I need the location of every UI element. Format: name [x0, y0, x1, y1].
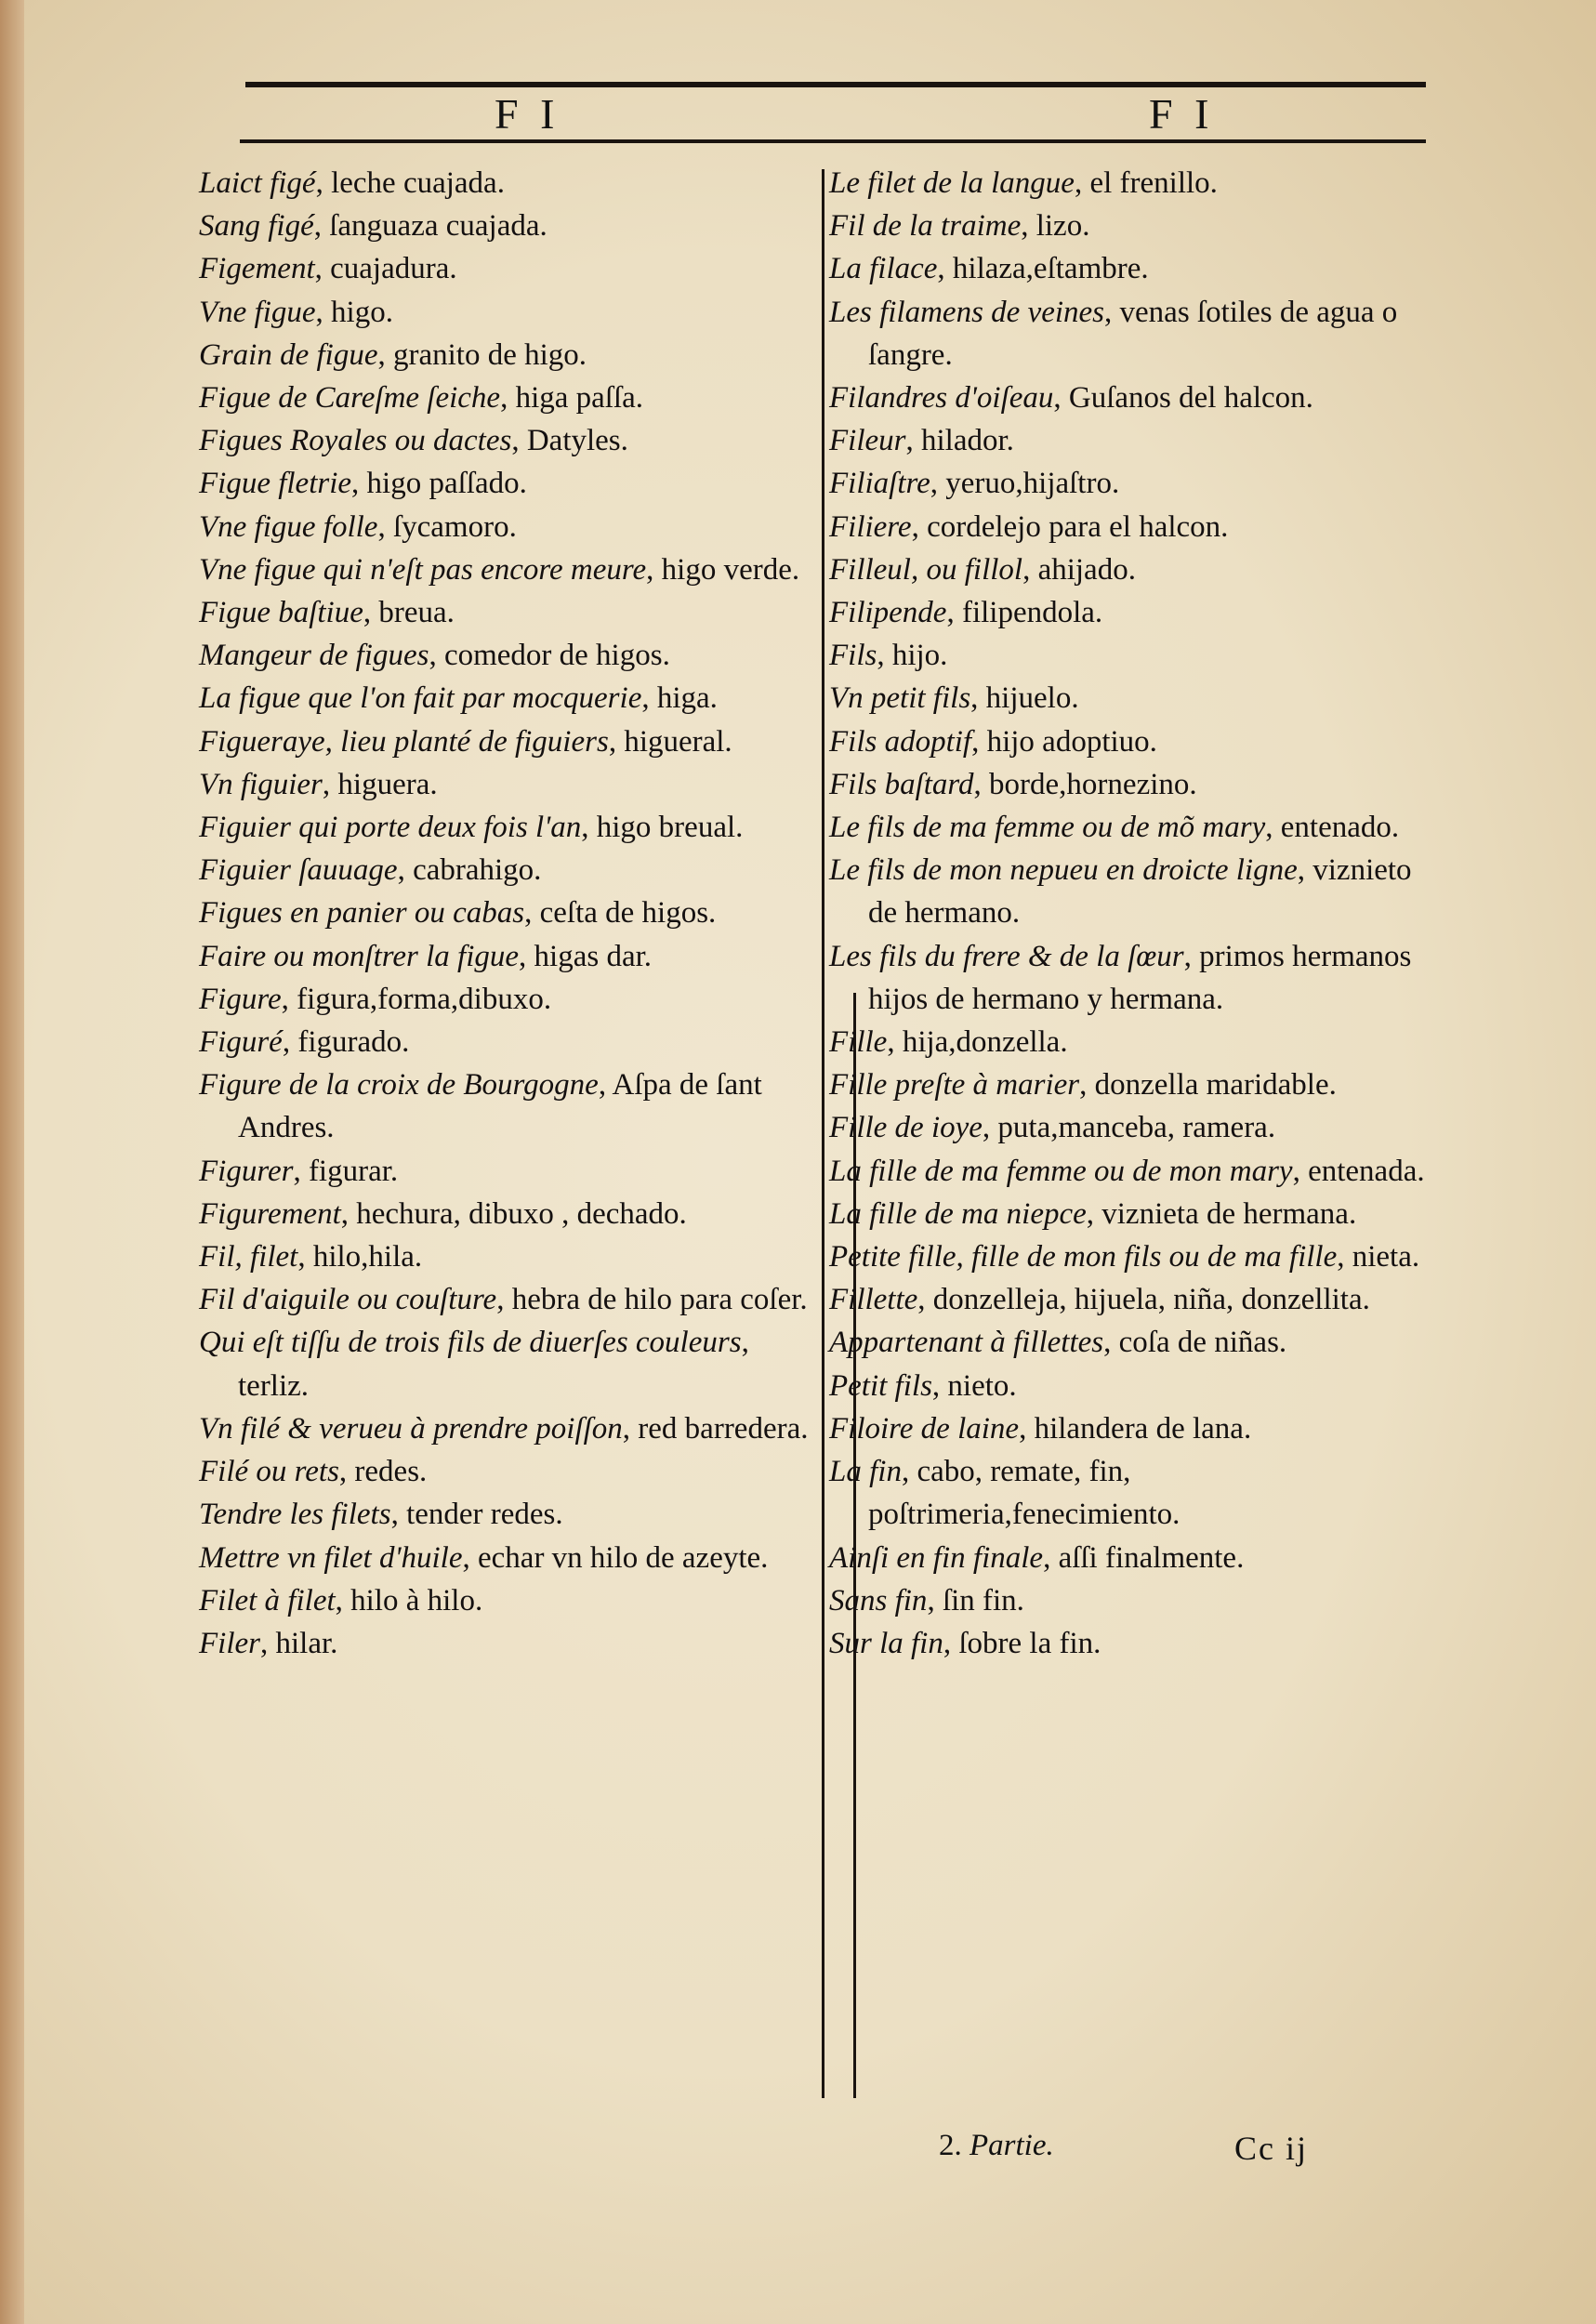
dictionary-entry: Filleul, ou fillol, ahijado.: [829, 552, 1136, 587]
french-term: Fils: [829, 639, 877, 673]
dictionary-entry: Figue de Careſme ſeiche, higa paſſa.: [199, 381, 644, 416]
french-term: Tendre les filets: [199, 1498, 391, 1532]
dictionary-entry: Le fils de mon nepueu en droicte ligne, viznieto de hermano.: [829, 853, 1412, 931]
dictionary-entry: Ainſi en fin finale, aſſi finalmente.: [829, 1540, 1245, 1575]
page-edge-shadow: [0, 0, 24, 2324]
french-term: Filandres d'oiſeau: [829, 381, 1054, 416]
dictionary-entry: Le filet de la langue, el frenillo.: [829, 166, 1218, 200]
french-term: Fil d'aiguile ou couſture: [199, 1283, 497, 1317]
spanish-translation: hebra de hilo para coſer.: [511, 1283, 808, 1317]
french-term: Sang figé: [199, 209, 314, 244]
folio-number: Cc ij: [1234, 2130, 1308, 2167]
spanish-translation: venas ſotiles de agua o ſangre.: [868, 295, 1398, 372]
dictionary-entry: Sur la fin, ſobre la fin.: [829, 1626, 1101, 1660]
french-term: Le fils de ma femme ou de mõ mary: [829, 811, 1266, 845]
spanish-translation: el frenillo.: [1089, 166, 1218, 200]
dictionary-entry: Appartenant à fillettes, coſa de niñas.: [829, 1326, 1287, 1360]
dictionary-entry: Les filamens de veines, venas ſotiles de agua o ſangre.: [829, 295, 1398, 372]
spanish-translation: hilo à hilo.: [350, 1583, 483, 1618]
french-term: Laict figé: [199, 166, 316, 200]
dictionary-entry: La fille de ma niepce, viznieta de hermana.: [829, 1196, 1357, 1231]
dictionary-entry: Figuier qui porte deux fois l'an, higo breual.: [199, 811, 744, 845]
spanish-translation: cabo, remate, fin, poſtrimeria,fenecimiento.: [868, 1455, 1181, 1532]
spanish-translation: higa.: [656, 681, 718, 716]
french-term: La fin: [829, 1455, 902, 1489]
dictionary-entry: Fil de la traime, lizo.: [829, 209, 1090, 244]
spanish-translation: terliz.: [238, 1368, 310, 1403]
french-term: Figue baſtiue: [199, 596, 363, 630]
dictionary-entry: Fil d'aiguile ou couſture, hebra de hilo para coſer.: [199, 1283, 808, 1317]
spanish-translation: Guſanos del halcon.: [1068, 381, 1313, 416]
french-term: Filoire de laine: [829, 1411, 1020, 1446]
spanish-translation: granito de higo.: [392, 337, 587, 372]
spanish-translation: higo verde.: [661, 552, 800, 587]
french-term: Figement: [199, 252, 315, 286]
spanish-translation: aſſi finalmente.: [1058, 1540, 1245, 1575]
dictionary-entry: Figurement, hechura, dibuxo , dechado.: [199, 1196, 687, 1231]
spanish-translation: hijo adoptiuo.: [986, 724, 1157, 759]
spanish-translation: figura,forma,dibuxo.: [297, 982, 552, 1016]
spanish-translation: viznieta de hermana.: [1101, 1196, 1357, 1231]
column-divider-left: [822, 169, 824, 2098]
dictionary-entry: Fil, filet, hilo,hila.: [199, 1240, 423, 1274]
dictionary-entry: La filace, hilaza,eſtambre.: [829, 252, 1149, 286]
dictionary-entry: Grain de figue, granito de higo.: [199, 337, 587, 372]
spanish-translation: coſa de niñas.: [1118, 1326, 1287, 1360]
french-term: Filipende: [829, 596, 947, 630]
dictionary-entry: Faire ou monſtrer la figue, higas dar.: [199, 939, 653, 973]
french-term: Vne figue qui n'eſt pas encore meure: [199, 552, 647, 587]
french-term: La fille de ma niepce: [829, 1196, 1087, 1231]
dictionary-entry: Fileur, hilador.: [829, 424, 1014, 458]
dictionary-entry: Les fils du frere & de la ſœur, primos hermanos hijos de hermano y hermana.: [829, 939, 1412, 1016]
french-term: Figue fletrie: [199, 467, 352, 501]
dictionary-entry: Mangeur de figues, comedor de higos.: [199, 639, 670, 673]
french-term: Mangeur de figues: [199, 639, 429, 673]
spanish-translation: Datyles.: [526, 424, 628, 458]
dictionary-entry: Sans fin, ſin fin.: [829, 1583, 1024, 1618]
running-head-left: F I: [495, 90, 561, 138]
header-rule: [240, 139, 1426, 143]
dictionary-entry: Fille preſte à marier, donzella maridable.: [829, 1068, 1337, 1103]
french-term: Les fils du frere & de la ſœur: [829, 939, 1184, 973]
dictionary-entry: Qui eſt tiſſu de trois fils de diuerſes couleurs, terliz.: [199, 1326, 749, 1403]
spanish-translation: ſin fin.: [942, 1583, 1024, 1618]
spanish-translation: cuajadura.: [330, 252, 457, 286]
spanish-translation: echar vn hilo de azeyte.: [478, 1540, 769, 1575]
spanish-translation: higueral.: [624, 724, 732, 759]
dictionary-entry: Figure, figura,forma,dibuxo.: [199, 982, 552, 1016]
dictionary-entry: La figue que l'on fait par mocquerie, higa.: [199, 681, 718, 716]
french-term: Filé ou rets: [199, 1455, 339, 1489]
dictionary-entry: Vne figue qui n'eſt pas encore meure, higo verde.: [199, 552, 800, 587]
spanish-translation: hijo.: [891, 639, 948, 673]
french-term: Figues en panier ou cabas: [199, 896, 525, 931]
dictionary-entry: Figuré, figurado.: [199, 1025, 410, 1060]
spanish-translation: redes.: [354, 1455, 428, 1489]
spanish-translation: cabrahigo.: [413, 853, 542, 888]
dictionary-entry: Filoire de laine, hilandera de lana.: [829, 1411, 1252, 1446]
dictionary-entry: Tendre les filets, tender redes.: [199, 1498, 563, 1532]
spanish-translation: filipendola.: [961, 596, 1103, 630]
spanish-translation: hilador.: [920, 424, 1014, 458]
spanish-translation: figurar.: [308, 1154, 399, 1188]
french-term: Vn petit fils: [829, 681, 971, 716]
french-term: Filleul, ou fillol: [829, 552, 1023, 587]
running-head-right: F I: [1149, 90, 1215, 138]
signature-word: Partie.: [969, 2129, 1054, 2162]
dictionary-entry: Figues Royales ou dactes, Datyles.: [199, 424, 628, 458]
french-term: Fils baſtard: [829, 767, 974, 801]
dictionary-entry: Filet à filet, hilo à hilo.: [199, 1583, 483, 1618]
spanish-translation: hilar.: [275, 1626, 338, 1660]
dictionary-entry: Filipende, filipendola.: [829, 596, 1103, 630]
french-term: Sans fin: [829, 1583, 928, 1618]
spanish-translation: donzelleja, hijuela, niña, donzellita.: [932, 1283, 1370, 1317]
spanish-translation: cordelejo para el halcon.: [927, 509, 1229, 544]
left-column: [199, 162, 809, 1665]
french-term: Vne figue folle: [199, 509, 378, 544]
french-term: Figueraye, lieu planté de figuiers: [199, 724, 609, 759]
dictionary-entry: Filiere, cordelejo para el halcon.: [829, 509, 1229, 544]
spanish-translation: puta,manceba, ramera.: [997, 1111, 1276, 1145]
french-term: Qui eſt tiſſu de trois fils de diuerſes couleurs: [199, 1326, 742, 1360]
spanish-translation: ſycamoro.: [392, 509, 517, 544]
top-rule: [245, 82, 1426, 87]
dictionary-entry: Petit fils, nieto.: [829, 1368, 1017, 1403]
dictionary-entry: Figuier ſauuage, cabrahigo.: [199, 853, 542, 888]
dictionary-entry: Filandres d'oiſeau, Guſanos del halcon.: [829, 381, 1313, 416]
dictionary-entry: Filiaſtre, yeruo,hijaſtro.: [829, 467, 1120, 501]
french-term: Les filamens de veines: [829, 295, 1105, 329]
french-term: Fil, filet: [199, 1240, 298, 1274]
french-term: Vn figuier: [199, 767, 323, 801]
french-term: Figue de Careſme ſeiche: [199, 381, 501, 416]
spanish-translation: hilandera de lana.: [1034, 1411, 1252, 1446]
dictionary-entry: Vne figue, higo.: [199, 295, 393, 329]
dictionary-entry: Filé ou rets, redes.: [199, 1455, 428, 1489]
dictionary-entry: Figure de la croix de Bourgogne, Aſpa de ſant Andres.: [199, 1068, 762, 1145]
french-term: Faire ou monſtrer la figue: [199, 939, 520, 973]
french-term: Fil de la traime: [829, 209, 1022, 244]
dictionary-entry: Vn figuier, higuera.: [199, 767, 438, 801]
dictionary-entry: Mettre vn filet d'huile, echar vn hilo de azeyte.: [199, 1540, 769, 1575]
spanish-translation: higuera.: [337, 767, 438, 801]
dictionary-entry: Fils adoptif, hijo adoptiuo.: [829, 724, 1157, 759]
spanish-translation: hechura, dibuxo , dechado.: [356, 1196, 687, 1231]
spanish-translation: higo.: [331, 295, 393, 329]
dictionary-entry: Vne figue folle, ſycamoro.: [199, 509, 517, 544]
spanish-translation: higo paſſado.: [366, 467, 527, 501]
dictionary-entry: Laict figé, leche cuajada.: [199, 166, 505, 200]
spanish-translation: higas dar.: [534, 939, 653, 973]
french-term: Figurement: [199, 1196, 341, 1231]
french-term: Fille preſte à marier: [829, 1068, 1080, 1103]
french-term: Fileur: [829, 424, 906, 458]
spanish-translation: Aſpa de ſant Andres.: [238, 1068, 762, 1145]
spanish-translation: nieta.: [1352, 1240, 1420, 1274]
dictionary-entry: Fille de ioye, puta,manceba, ramera.: [829, 1111, 1276, 1145]
french-term: Figuier ſauuage: [199, 853, 398, 888]
french-term: Sur la fin: [829, 1626, 943, 1660]
dictionary-entry: Fils baſtard, borde,hornezino.: [829, 767, 1197, 801]
french-term: Fils adoptif: [829, 724, 972, 759]
spanish-translation: hilaza,eſtambre.: [952, 252, 1149, 286]
french-term: Petite fille, fille de mon fils ou de ma fille: [829, 1240, 1338, 1274]
spanish-translation: leche cuajada.: [331, 166, 505, 200]
french-term: Figues Royales ou dactes: [199, 424, 512, 458]
french-term: Petit fils: [829, 1368, 932, 1403]
signature-number: 2.: [939, 2129, 962, 2162]
dictionary-entry: Vn filé & verueu à prendre poiſſon, red barredera.: [199, 1411, 809, 1446]
french-term: Mettre vn filet d'huile: [199, 1540, 463, 1575]
french-term: Le filet de la langue: [829, 166, 1075, 200]
dictionary-entry: La fin, cabo, remate, fin, poſtrimeria,fenecimiento.: [829, 1455, 1181, 1532]
french-term: Fille de ioye: [829, 1111, 983, 1145]
dictionary-entry: Figurer, figurar.: [199, 1154, 399, 1188]
french-term: Ainſi en fin finale: [829, 1540, 1044, 1575]
french-term: Filet à filet: [199, 1583, 336, 1618]
dictionary-entry: Petite fille, fille de mon fils ou de ma fille, nieta.: [829, 1240, 1420, 1274]
spanish-translation: breua.: [378, 596, 455, 630]
french-term: Figuier qui porte deux fois l'an: [199, 811, 582, 845]
french-term: Filer: [199, 1626, 260, 1660]
french-term: Vn filé & verueu à prendre poiſſon: [199, 1411, 623, 1446]
french-term: Figurer: [199, 1154, 294, 1188]
dictionary-entry: Fils, hijo.: [829, 639, 948, 673]
dictionary-entry: Filer, hilar.: [199, 1626, 338, 1660]
french-term: Filiaſtre: [829, 467, 930, 501]
french-term: Appartenant à fillettes: [829, 1326, 1104, 1360]
dictionary-entry: Le fils de ma femme ou de mõ mary, entenado.: [829, 811, 1400, 845]
french-term: Fille: [829, 1025, 888, 1060]
french-term: La fille de ma femme ou de mon mary: [829, 1154, 1293, 1188]
french-term: Le fils de mon nepueu en droicte ligne: [829, 853, 1298, 888]
french-term: Filiere: [829, 509, 912, 544]
spanish-translation: nieto.: [947, 1368, 1017, 1403]
spanish-translation: comedor de higos.: [443, 639, 670, 673]
spanish-translation: entenado.: [1280, 811, 1400, 845]
spanish-translation: figurado.: [297, 1025, 410, 1060]
dictionary-entry: Figement, cuajadura.: [199, 252, 457, 286]
spanish-translation: ceſta de higos.: [539, 896, 717, 931]
spanish-translation: higo breual.: [596, 811, 744, 845]
french-term: Figure de la croix de Bourgogne: [199, 1068, 599, 1103]
dictionary-entry: Sang figé, ſanguaza cuajada.: [199, 209, 547, 244]
spanish-translation: yeruo,hijaſtro.: [945, 467, 1120, 501]
french-term: La figue que l'on fait par mocquerie: [199, 681, 642, 716]
spanish-translation: lizo.: [1035, 209, 1090, 244]
spanish-translation: red barredera.: [638, 1411, 809, 1446]
spanish-translation: ahijado.: [1037, 552, 1136, 587]
french-term: Vne figue: [199, 295, 316, 329]
french-term: Grain de figue: [199, 337, 378, 372]
spanish-translation: ſobre la fin.: [958, 1626, 1101, 1660]
spanish-translation: tender redes.: [406, 1498, 563, 1532]
spanish-translation: donzella maridable.: [1094, 1068, 1337, 1103]
dictionary-entry: Fillette, donzelleja, hijuela, niña, donzellita.: [829, 1283, 1370, 1317]
spanish-translation: ſanguaza cuajada.: [329, 209, 547, 244]
spanish-translation: primos hermanos hijos de hermano y hermana.: [868, 939, 1412, 1016]
dictionary-entry: Figues en panier ou cabas, ceſta de higos.: [199, 896, 717, 931]
french-term: Fillette: [829, 1283, 918, 1317]
french-term: Figure: [199, 982, 282, 1016]
dictionary-entry: Vn petit fils, hijuelo.: [829, 681, 1079, 716]
dictionary-entry: La fille de ma femme ou de mon mary, entenada.: [829, 1154, 1425, 1188]
french-term: La filace: [829, 252, 938, 286]
signature-mark: [939, 2129, 1054, 2163]
spanish-translation: viznieto de hermano.: [868, 853, 1412, 931]
spanish-translation: higa paſſa.: [515, 381, 644, 416]
dictionary-entry: Figue fletrie, higo paſſado.: [199, 467, 527, 501]
dictionary-entry: Figueraye, lieu planté de figuiers, higueral.: [199, 724, 732, 759]
spanish-translation: hilo,hila.: [312, 1240, 423, 1274]
dictionary-entry: Figue baſtiue, breua.: [199, 596, 455, 630]
spanish-translation: hija,donzella.: [902, 1025, 1068, 1060]
dictionary-entry: Fille, hija,donzella.: [829, 1025, 1068, 1060]
right-column: [829, 162, 1439, 1665]
spanish-translation: borde,hornezino.: [989, 767, 1197, 801]
french-term: Figuré: [199, 1025, 283, 1060]
spanish-translation: hijuelo.: [985, 681, 1079, 716]
spanish-translation: entenada.: [1308, 1154, 1425, 1188]
